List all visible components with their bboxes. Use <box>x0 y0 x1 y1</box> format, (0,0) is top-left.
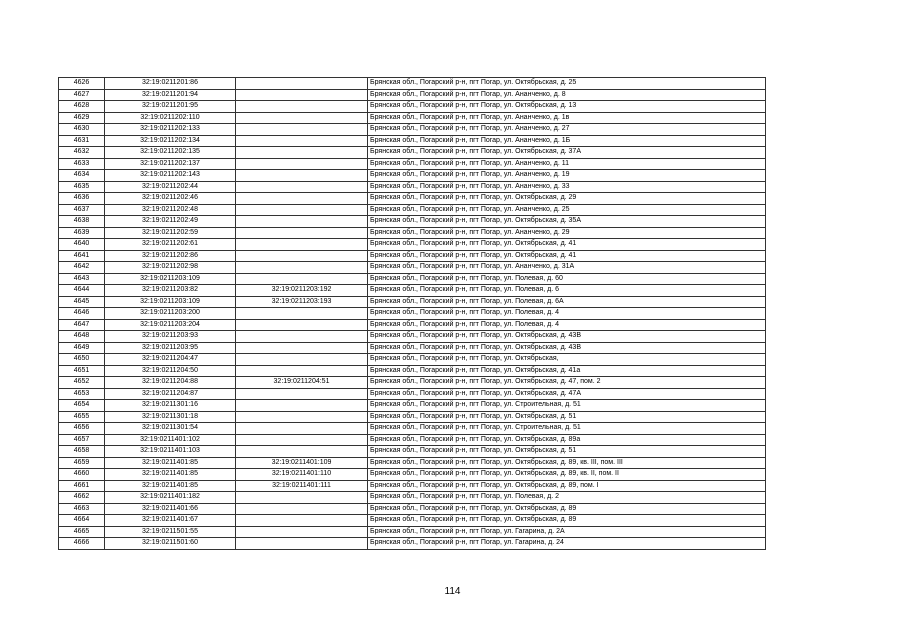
parent-cadastral-cell <box>236 239 368 251</box>
cadastral-number-cell: 32:19:0211203:109 <box>105 273 236 285</box>
address-cell: Брянская обл., Погарский р-н, пгт Погар, ул. Ананченко, д. 1в <box>368 112 766 124</box>
row-number-cell: 4634 <box>59 170 105 182</box>
cadastral-number-cell: 32:19:0211401:67 <box>105 515 236 527</box>
table-row <box>59 400 766 412</box>
parent-cadastral-cell <box>236 89 368 101</box>
parent-cadastral-cell <box>236 446 368 458</box>
row-number-cell: 4644 <box>59 285 105 297</box>
cadastral-number-cell: 32:19:0211202:44 <box>105 181 236 193</box>
table-row <box>59 388 766 400</box>
table-row <box>59 124 766 136</box>
row-number-cell: 4627 <box>59 89 105 101</box>
table-row <box>59 204 766 216</box>
address-cell: Брянская обл., Погарский р-н, пгт Погар, ул. Полевая, д. 6 <box>368 285 766 297</box>
table-row <box>59 469 766 481</box>
parent-cadastral-cell <box>236 216 368 228</box>
parent-cadastral-cell <box>236 181 368 193</box>
cadastral-number-cell: 32:19:0211301:16 <box>105 400 236 412</box>
cadastral-number-cell: 32:19:0211202:59 <box>105 227 236 239</box>
parent-cadastral-cell <box>236 526 368 538</box>
address-cell: Брянская обл., Погарский р-н, пгт Погар, ул. Строительная, д. 51 <box>368 423 766 435</box>
cadastral-number-cell: 32:19:0211203:200 <box>105 308 236 320</box>
address-cell: Брянская обл., Погарский р-н, пгт Погар, ул. Октябрьская, д. 25 <box>368 78 766 90</box>
cadastral-number-cell: 32:19:0211401:85 <box>105 457 236 469</box>
cadastral-number-cell: 32:19:0211204:50 <box>105 365 236 377</box>
table-row <box>59 457 766 469</box>
cadastral-number-cell: 32:19:0211401:85 <box>105 480 236 492</box>
records-table-body <box>59 78 766 550</box>
table-row <box>59 135 766 147</box>
cadastral-number-cell: 32:19:0211202:134 <box>105 135 236 147</box>
parent-cadastral-cell <box>236 262 368 274</box>
row-number-cell: 4638 <box>59 216 105 228</box>
row-number-cell: 4664 <box>59 515 105 527</box>
cadastral-number-cell: 32:19:0211401:66 <box>105 503 236 515</box>
address-cell: Брянская обл., Погарский р-н, пгт Погар, ул. Ананченко, д. 19 <box>368 170 766 182</box>
table-row <box>59 273 766 285</box>
table-row <box>59 101 766 113</box>
table-row <box>59 526 766 538</box>
parent-cadastral-cell <box>236 538 368 550</box>
address-cell: Брянская обл., Погарский р-н, пгт Погар, ул. Ананченко, д. 29 <box>368 227 766 239</box>
table-row <box>59 78 766 90</box>
address-cell: Брянская обл., Погарский р-н, пгт Погар, ул. Октябрьская, д. 51 <box>368 446 766 458</box>
parent-cadastral-cell: 32:19:0211401:110 <box>236 469 368 481</box>
parent-cadastral-cell: 32:19:0211203:192 <box>236 285 368 297</box>
table-row <box>59 112 766 124</box>
cadastral-number-cell: 32:19:0211204:87 <box>105 388 236 400</box>
table-row <box>59 538 766 550</box>
address-cell: Брянская обл., Погарский р-н, пгт Погар, ул. Октябрьская, д. 89, пом. I <box>368 480 766 492</box>
row-number-cell: 4661 <box>59 480 105 492</box>
address-cell: Брянская обл., Погарский р-н, пгт Погар, ул. Гагарина, д. 24 <box>368 538 766 550</box>
row-number-cell: 4643 <box>59 273 105 285</box>
row-number-cell: 4657 <box>59 434 105 446</box>
cadastral-number-cell: 32:19:0211401:102 <box>105 434 236 446</box>
parent-cadastral-cell <box>236 204 368 216</box>
parent-cadastral-cell <box>236 124 368 136</box>
table-row <box>59 331 766 343</box>
table-row <box>59 446 766 458</box>
address-cell: Брянская обл., Погарский р-н, пгт Погар, ул. Октябрьская, д. 41 <box>368 239 766 251</box>
parent-cadastral-cell <box>236 112 368 124</box>
parent-cadastral-cell <box>236 273 368 285</box>
cadastral-number-cell: 32:19:0211201:94 <box>105 89 236 101</box>
row-number-cell: 4666 <box>59 538 105 550</box>
address-cell: Брянская обл., Погарский р-н, пгт Погар, ул. Ананченко, д. 8 <box>368 89 766 101</box>
address-cell: Брянская обл., Погарский р-н, пгт Погар, ул. Октябрьская, д. 47, пом. 2 <box>368 377 766 389</box>
table-row <box>59 423 766 435</box>
address-cell: Брянская обл., Погарский р-н, пгт Погар, ул. Октябрьская, д. 89а <box>368 434 766 446</box>
table-row <box>59 89 766 101</box>
parent-cadastral-cell <box>236 411 368 423</box>
table-row <box>59 239 766 251</box>
cadastral-number-cell: 32:19:0211203:82 <box>105 285 236 297</box>
row-number-cell: 4653 <box>59 388 105 400</box>
cadastral-number-cell: 32:19:0211401:182 <box>105 492 236 504</box>
parent-cadastral-cell <box>236 331 368 343</box>
row-number-cell: 4639 <box>59 227 105 239</box>
cadastral-number-cell: 32:19:0211202:49 <box>105 216 236 228</box>
row-number-cell: 4633 <box>59 158 105 170</box>
cadastral-number-cell: 32:19:0211301:54 <box>105 423 236 435</box>
row-number-cell: 4659 <box>59 457 105 469</box>
row-number-cell: 4635 <box>59 181 105 193</box>
cadastral-number-cell: 32:19:0211203:95 <box>105 342 236 354</box>
parent-cadastral-cell <box>236 78 368 90</box>
parent-cadastral-cell <box>236 434 368 446</box>
address-cell: Брянская обл., Погарский р-н, пгт Погар, ул. Полевая, д. 60 <box>368 273 766 285</box>
row-number-cell: 4640 <box>59 239 105 251</box>
cadastral-number-cell: 32:19:0211202:133 <box>105 124 236 136</box>
parent-cadastral-cell <box>236 400 368 412</box>
table-row <box>59 319 766 331</box>
table-row <box>59 170 766 182</box>
row-number-cell: 4645 <box>59 296 105 308</box>
cadastral-number-cell: 32:19:0211202:48 <box>105 204 236 216</box>
cadastral-number-cell: 32:19:0211401:85 <box>105 469 236 481</box>
row-number-cell: 4650 <box>59 354 105 366</box>
cadastral-number-cell: 32:19:0211301:18 <box>105 411 236 423</box>
parent-cadastral-cell <box>236 503 368 515</box>
parent-cadastral-cell: 32:19:0211203:193 <box>236 296 368 308</box>
address-cell: Брянская обл., Погарский р-н, пгт Погар, ул. Октябрьская, д. 29 <box>368 193 766 205</box>
table-row <box>59 492 766 504</box>
parent-cadastral-cell <box>236 193 368 205</box>
row-number-cell: 4656 <box>59 423 105 435</box>
parent-cadastral-cell <box>236 250 368 262</box>
row-number-cell: 4637 <box>59 204 105 216</box>
table-row <box>59 515 766 527</box>
address-cell: Брянская обл., Погарский р-н, пгт Погар, ул. Октябрьская, д. 89 <box>368 515 766 527</box>
address-cell: Брянская обл., Погарский р-н, пгт Погар, ул. Строительная, д. 51 <box>368 400 766 412</box>
parent-cadastral-cell: 32:19:0211204:51 <box>236 377 368 389</box>
parent-cadastral-cell <box>236 101 368 113</box>
address-cell: Брянская обл., Погарский р-н, пгт Погар, ул. Полевая, д. 6А <box>368 296 766 308</box>
parent-cadastral-cell <box>236 423 368 435</box>
address-cell: Брянская обл., Погарский р-н, пгт Погар, ул. Октябрьская, д. 43В <box>368 342 766 354</box>
address-cell: Брянская обл., Погарский р-н, пгт Погар, ул. Октябрьская, д. 51 <box>368 411 766 423</box>
row-number-cell: 4646 <box>59 308 105 320</box>
address-cell: Брянская обл., Погарский р-н, пгт Погар, ул. Октябрьская, д. 13 <box>368 101 766 113</box>
address-cell: Брянская обл., Погарский р-н, пгт Погар, ул. Октябрьская, д. 89 <box>368 503 766 515</box>
address-cell: Брянская обл., Погарский р-н, пгт Погар, ул. Полевая, д. 4 <box>368 319 766 331</box>
cadastral-number-cell: 32:19:0211202:61 <box>105 239 236 251</box>
address-cell: Брянская обл., Погарский р-н, пгт Погар, ул. Ананченко, д. 33 <box>368 181 766 193</box>
address-cell: Брянская обл., Погарский р-н, пгт Погар, ул. Полевая, д. 4 <box>368 308 766 320</box>
table-row <box>59 181 766 193</box>
table-row <box>59 193 766 205</box>
address-cell: Брянская обл., Погарский р-н, пгт Погар, ул. Октябрьская, <box>368 354 766 366</box>
parent-cadastral-cell <box>236 515 368 527</box>
row-number-cell: 4654 <box>59 400 105 412</box>
table-row <box>59 434 766 446</box>
address-cell: Брянская обл., Погарский р-н, пгт Погар, ул. Ананченко, д. 31А <box>368 262 766 274</box>
row-number-cell: 4626 <box>59 78 105 90</box>
address-cell: Брянская обл., Погарский р-н, пгт Погар, ул. Гагарина, д. 2А <box>368 526 766 538</box>
parent-cadastral-cell <box>236 319 368 331</box>
parent-cadastral-cell <box>236 308 368 320</box>
parent-cadastral-cell <box>236 342 368 354</box>
address-cell: Брянская обл., Погарский р-н, пгт Погар, ул. Октябрьская, д. 41 <box>368 250 766 262</box>
parent-cadastral-cell <box>236 388 368 400</box>
cadastral-number-cell: 32:19:0211202:143 <box>105 170 236 182</box>
cadastral-number-cell: 32:19:0211201:86 <box>105 78 236 90</box>
table-row <box>59 158 766 170</box>
address-cell: Брянская обл., Погарский р-н, пгт Погар, ул. Октябрьская, д. 41а <box>368 365 766 377</box>
address-cell: Брянская обл., Погарский р-н, пгт Погар, ул. Октябрьская, д. 35А <box>368 216 766 228</box>
cadastral-number-cell: 32:19:0211401:103 <box>105 446 236 458</box>
address-cell: Брянская обл., Погарский р-н, пгт Погар, ул. Октябрьская, д. 37А <box>368 147 766 159</box>
cadastral-number-cell: 32:19:0211202:135 <box>105 147 236 159</box>
table-row <box>59 296 766 308</box>
address-cell: Брянская обл., Погарский р-н, пгт Погар, ул. Ананченко, д. 11 <box>368 158 766 170</box>
row-number-cell: 4636 <box>59 193 105 205</box>
row-number-cell: 4630 <box>59 124 105 136</box>
cadastral-number-cell: 32:19:0211204:47 <box>105 354 236 366</box>
parent-cadastral-cell <box>236 170 368 182</box>
records-table <box>58 77 766 550</box>
table-row <box>59 216 766 228</box>
row-number-cell: 4648 <box>59 331 105 343</box>
row-number-cell: 4642 <box>59 262 105 274</box>
parent-cadastral-cell <box>236 492 368 504</box>
row-number-cell: 4662 <box>59 492 105 504</box>
row-number-cell: 4660 <box>59 469 105 481</box>
row-number-cell: 4649 <box>59 342 105 354</box>
cadastral-number-cell: 32:19:0211201:95 <box>105 101 236 113</box>
cadastral-number-cell: 32:19:0211202:110 <box>105 112 236 124</box>
table-row <box>59 480 766 492</box>
cadastral-number-cell: 32:19:0211501:60 <box>105 538 236 550</box>
table-row <box>59 365 766 377</box>
table-row <box>59 342 766 354</box>
cadastral-number-cell: 32:19:0211204:88 <box>105 377 236 389</box>
page-number: 114 <box>444 586 461 597</box>
address-cell: Брянская обл., Погарский р-н, пгт Погар, ул. Октябрьская, д. 43В <box>368 331 766 343</box>
address-cell: Брянская обл., Погарский р-н, пгт Погар, ул. Октябрьская, д. 89, кв. II, пом. II <box>368 469 766 481</box>
row-number-cell: 4652 <box>59 377 105 389</box>
row-number-cell: 4647 <box>59 319 105 331</box>
cadastral-number-cell: 32:19:0211203:93 <box>105 331 236 343</box>
row-number-cell: 4651 <box>59 365 105 377</box>
table-row <box>59 354 766 366</box>
table-row <box>59 411 766 423</box>
records-table-wrapper <box>58 77 766 550</box>
table-row <box>59 285 766 297</box>
row-number-cell: 4632 <box>59 147 105 159</box>
address-cell: Брянская обл., Погарский р-н, пгт Погар, ул. Ананченко, д. 25 <box>368 204 766 216</box>
parent-cadastral-cell <box>236 354 368 366</box>
table-row <box>59 227 766 239</box>
row-number-cell: 4658 <box>59 446 105 458</box>
parent-cadastral-cell <box>236 227 368 239</box>
table-row <box>59 262 766 274</box>
table-row <box>59 503 766 515</box>
cadastral-number-cell: 32:19:0211202:86 <box>105 250 236 262</box>
cadastral-number-cell: 32:19:0211203:204 <box>105 319 236 331</box>
row-number-cell: 4655 <box>59 411 105 423</box>
cadastral-number-cell: 32:19:0211501:55 <box>105 526 236 538</box>
parent-cadastral-cell <box>236 365 368 377</box>
parent-cadastral-cell <box>236 147 368 159</box>
row-number-cell: 4641 <box>59 250 105 262</box>
parent-cadastral-cell: 32:19:0211401:109 <box>236 457 368 469</box>
table-row <box>59 250 766 262</box>
row-number-cell: 4631 <box>59 135 105 147</box>
cadastral-number-cell: 32:19:0211202:46 <box>105 193 236 205</box>
parent-cadastral-cell: 32:19:0211401:111 <box>236 480 368 492</box>
address-cell: Брянская обл., Погарский р-н, пгт Погар, ул. Ананченко, д. 1Б <box>368 135 766 147</box>
parent-cadastral-cell <box>236 135 368 147</box>
address-cell: Брянская обл., Погарский р-н, пгт Погар, ул. Октябрьская, д. 47А <box>368 388 766 400</box>
address-cell: Брянская обл., Погарский р-н, пгт Погар, ул. Полевая, д. 2 <box>368 492 766 504</box>
table-row <box>59 147 766 159</box>
address-cell: Брянская обл., Погарский р-н, пгт Погар, ул. Октябрьская, д. 89, кв. III, пом. III <box>368 457 766 469</box>
row-number-cell: 4628 <box>59 101 105 113</box>
table-row <box>59 308 766 320</box>
parent-cadastral-cell <box>236 158 368 170</box>
address-cell: Брянская обл., Погарский р-н, пгт Погар, ул. Ананченко, д. 27 <box>368 124 766 136</box>
row-number-cell: 4665 <box>59 526 105 538</box>
row-number-cell: 4663 <box>59 503 105 515</box>
cadastral-number-cell: 32:19:0211202:137 <box>105 158 236 170</box>
cadastral-number-cell: 32:19:0211202:98 <box>105 262 236 274</box>
row-number-cell: 4629 <box>59 112 105 124</box>
cadastral-number-cell: 32:19:0211203:109 <box>105 296 236 308</box>
table-row <box>59 377 766 389</box>
